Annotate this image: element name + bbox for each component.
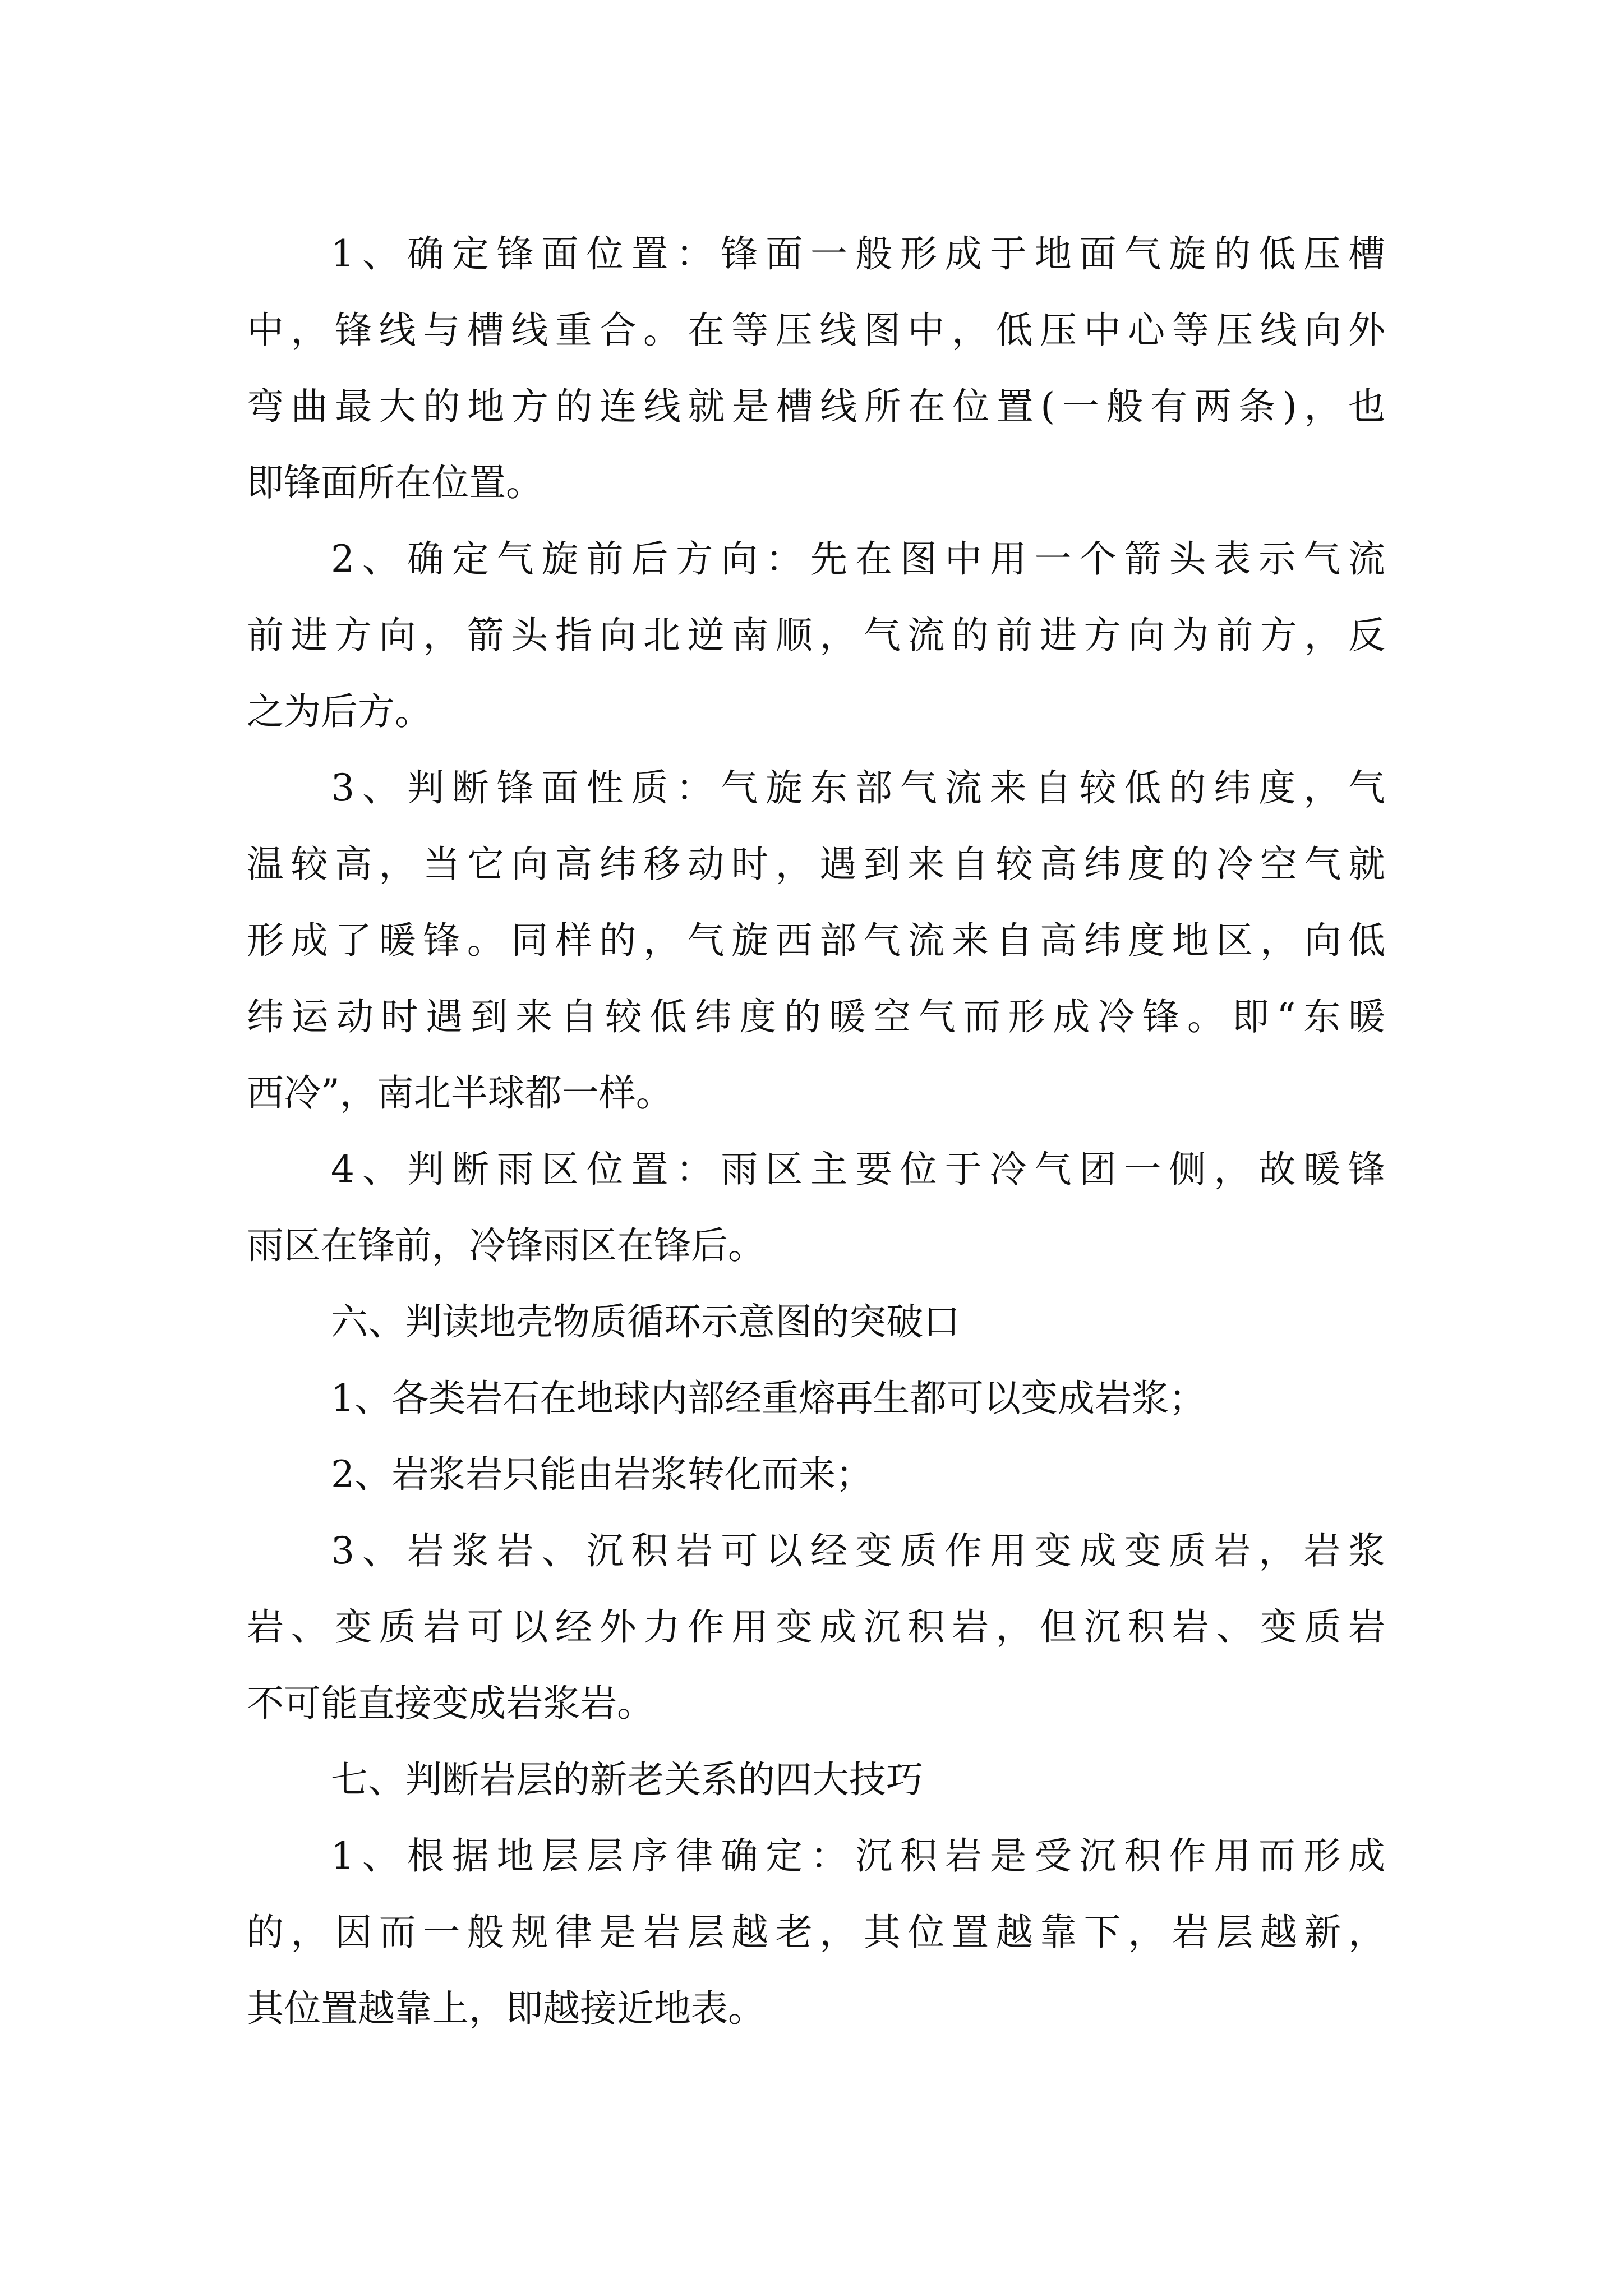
text-line: 纬运动时遇到来自较低纬度的暖空气而形成冷锋。即“东暖 <box>247 995 1385 1038</box>
section-heading-strata-age <box>247 1742 1385 1818</box>
paragraph-igneous-origin <box>247 1437 1385 1513</box>
text-line: 1、各类岩石在地球内部经重熔再生都可以变成岩浆； <box>331 1377 1206 1420</box>
text-line: 其位置越靠上，即越接近地表。 <box>247 1987 765 2030</box>
text-line: 2、确定气旋前后方向：先在图中用一个箭头表示气流 <box>331 537 1385 581</box>
text-line: 中，锋线与槽线重合。在等压线图中，低压中心等压线向外 <box>247 309 1385 352</box>
text-line: 岩、变质岩可以经外力作用变成沉积岩，但沉积岩、变质岩 <box>247 1605 1385 1649</box>
section-heading-rock-cycle <box>247 1284 1385 1360</box>
text-line: 1、根据地层层序律确定：沉积岩是受沉积作用而形成 <box>331 1834 1385 1878</box>
text-line: 4、判断雨区位置：雨区主要位于冷气团一侧，故暖锋 <box>331 1148 1385 1191</box>
text-line: 雨区在锋前，冷锋雨区在锋后。 <box>247 1224 765 1267</box>
paragraph-rock-transformation <box>247 1513 1385 1742</box>
text-line: 西冷”，南北半球都一样。 <box>247 1071 673 1115</box>
document-page <box>247 216 1385 2047</box>
text-line: 1、确定锋面位置：锋面一般形成于地面气旋的低压槽 <box>331 232 1385 275</box>
text-line: 之为后方。 <box>247 690 432 733</box>
text-line: 3、岩浆岩、沉积岩可以经变质作用变成变质岩，岩浆 <box>331 1529 1385 1572</box>
text-line: 前进方向，箭头指向北逆南顺，气流的前进方向为前方，反 <box>247 614 1385 657</box>
text-line: 3、判断锋面性质：气旋东部气流来自较低的纬度，气 <box>331 766 1385 809</box>
section-heading: 七、判断岩层的新老关系的四大技巧 <box>331 1758 923 1801</box>
paragraph-front-nature <box>247 750 1385 1131</box>
paragraph-cyclone-direction <box>247 521 1385 750</box>
paragraph-front-position <box>247 216 1385 521</box>
text-line: 不可能直接变成岩浆岩。 <box>247 1682 654 1725</box>
text-line: 温较高，当它向高纬移动时，遇到来自较高纬度的冷空气就 <box>247 843 1385 886</box>
text-line: 弯曲最大的地方的连线就是槽线所在位置(一般有两条)，也 <box>247 385 1385 428</box>
section-heading: 六、判读地壳物质循环示意图的突破口 <box>331 1300 960 1343</box>
text-line: 形成了暖锋。同样的，气旋西部气流来自高纬度地区，向低 <box>247 919 1385 962</box>
text-line: 2、岩浆岩只能由岩浆转化而来； <box>331 1453 873 1496</box>
paragraph-magma-remelting <box>247 1360 1385 1437</box>
paragraph-stratigraphic-law <box>247 1818 1385 2047</box>
text-line: 即锋面所在位置。 <box>247 461 543 504</box>
text-line: 的，因而一般规律是岩层越老，其位置越靠下，岩层越新， <box>247 1911 1385 1954</box>
paragraph-rain-area <box>247 1131 1385 1284</box>
